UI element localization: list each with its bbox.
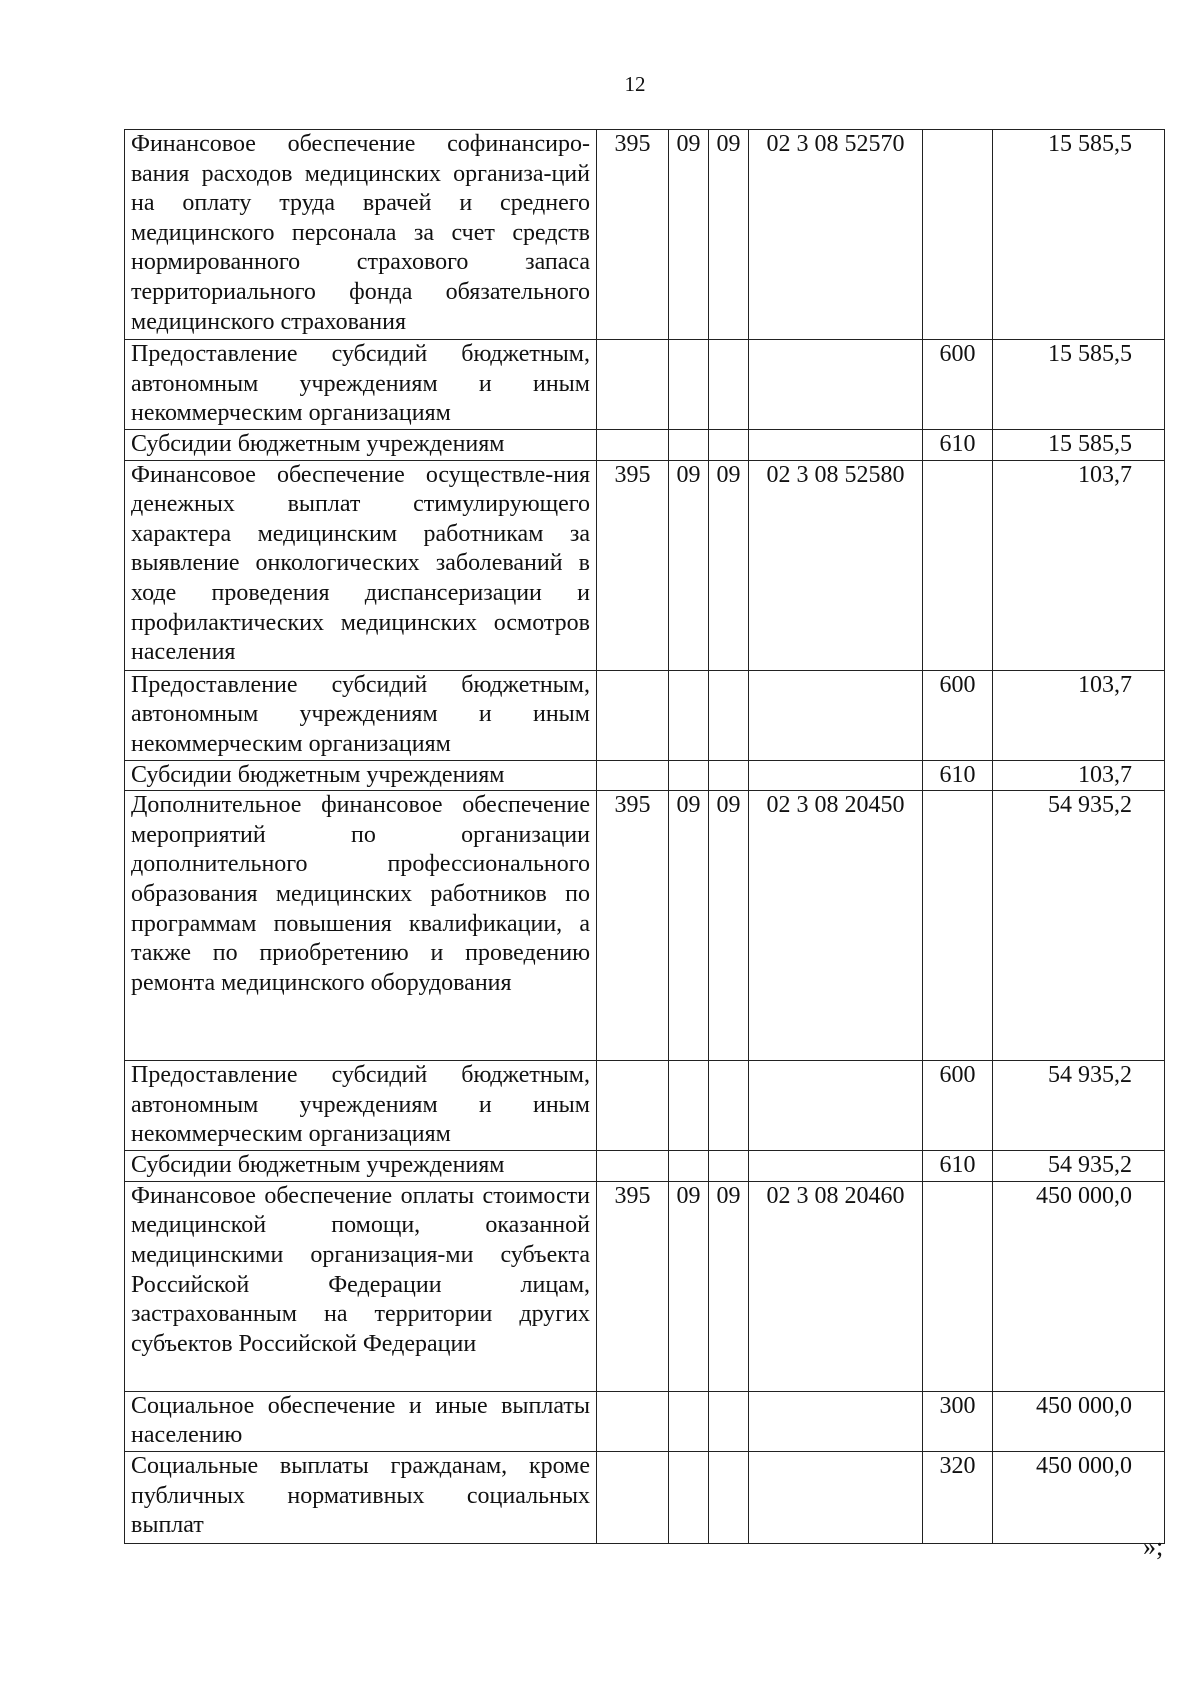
grbs-code-cell: 395: [597, 130, 669, 340]
subsection-code-cell: [709, 1391, 749, 1451]
target-article-cell: [749, 1451, 923, 1543]
amount-cell: 450 000,0: [993, 1181, 1165, 1391]
section-code-cell: 09: [669, 130, 709, 340]
section-code-cell: [669, 670, 709, 760]
subsection-code-cell: [709, 1061, 749, 1151]
row-name-cell: Финансовое обеспечение осуществле-ния денежных выплат стимулирующего характера медицинским работникам за выявление онкологических заболеваний в ходе проведения диспансеризации и профилактических медицинских осмотров населения: [125, 460, 597, 670]
section-code-cell: [669, 1451, 709, 1543]
grbs-code-cell: 395: [597, 791, 669, 1061]
section-code-cell: 09: [669, 460, 709, 670]
target-article-cell: [749, 1061, 923, 1151]
row-name-cell: Субсидии бюджетным учреждениям: [125, 760, 597, 791]
expense-type-cell: [923, 130, 993, 340]
expense-type-cell: 300: [923, 1391, 993, 1451]
subsection-code-cell: [709, 1151, 749, 1182]
target-article-cell: [749, 760, 923, 791]
subsection-code-cell: [709, 760, 749, 791]
target-article-cell: [749, 1391, 923, 1451]
subsection-code-cell: [709, 430, 749, 461]
amount-cell: 54 935,2: [993, 791, 1165, 1061]
grbs-code-cell: 395: [597, 460, 669, 670]
grbs-code-cell: [597, 760, 669, 791]
table-row: [125, 460, 1165, 670]
table-row: [125, 760, 1165, 791]
subsection-code-cell: [709, 1451, 749, 1543]
subsection-code-cell: 09: [709, 791, 749, 1061]
row-name-cell: Социальные выплаты гражданам, кроме публичных нормативных социальных выплат: [125, 1451, 597, 1543]
target-article-cell: 02 3 08 20450: [749, 791, 923, 1061]
subsection-code-cell: 09: [709, 1181, 749, 1391]
expense-type-cell: 320: [923, 1451, 993, 1543]
table-row: [125, 130, 1165, 340]
table-row: [125, 1181, 1165, 1391]
expense-type-cell: 600: [923, 670, 993, 760]
closing-quote-mark: »;: [1143, 1532, 1164, 1561]
amount-cell: 54 935,2: [993, 1151, 1165, 1182]
target-article-cell: [749, 430, 923, 461]
amount-cell: 54 935,2: [993, 1061, 1165, 1151]
expense-type-cell: 610: [923, 1151, 993, 1182]
row-name-cell: Финансовое обеспечение софинансиро-вания расходов медицинских организа-ций на оплату труда врачей и среднего медицинского персонала за счет средств нормированного страхового запаса территориального фонда обязательного медицинского страхования: [125, 130, 597, 340]
section-code-cell: 09: [669, 791, 709, 1061]
target-article-cell: [749, 670, 923, 760]
subsection-code-cell: [709, 340, 749, 430]
amount-cell: 15 585,5: [993, 130, 1165, 340]
amount-cell: 103,7: [993, 760, 1165, 791]
grbs-code-cell: [597, 340, 669, 430]
grbs-code-cell: [597, 670, 669, 760]
row-name-cell: Субсидии бюджетным учреждениям: [125, 1151, 597, 1182]
amount-cell: 15 585,5: [993, 340, 1165, 430]
section-code-cell: [669, 340, 709, 430]
table-row: [125, 340, 1165, 430]
expense-type-cell: 600: [923, 1061, 993, 1151]
amount-cell: 450 000,0: [993, 1451, 1165, 1543]
row-name-cell: Предоставление субсидий бюджетным, автономным учреждениям и иным некоммерческим организациям: [125, 340, 597, 430]
page-number: 12: [624, 72, 646, 96]
table-row: [125, 430, 1165, 461]
target-article-cell: 02 3 08 52580: [749, 460, 923, 670]
row-name-cell: Социальное обеспечение и иные выплаты населению: [125, 1391, 597, 1451]
grbs-code-cell: [597, 430, 669, 461]
subsection-code-cell: 09: [709, 130, 749, 340]
row-name-cell: Предоставление субсидий бюджетным, автономным учреждениям и иным некоммерческим организациям: [125, 1061, 597, 1151]
table-row: [125, 1451, 1165, 1543]
section-code-cell: [669, 1151, 709, 1182]
grbs-code-cell: [597, 1451, 669, 1543]
expense-type-cell: 610: [923, 430, 993, 461]
grbs-code-cell: [597, 1391, 669, 1451]
budget-table: [124, 129, 1165, 1544]
section-code-cell: [669, 760, 709, 791]
expense-type-cell: [923, 791, 993, 1061]
target-article-cell: [749, 340, 923, 430]
amount-cell: 15 585,5: [993, 430, 1165, 461]
section-code-cell: [669, 1061, 709, 1151]
grbs-code-cell: [597, 1061, 669, 1151]
row-name-cell: Дополнительное финансовое обеспечение мероприятий по организации дополнительного профессионального образования медицинских работников по программам повышения квалификации, а также по приобретению и проведению ремонта медицинского оборудования: [125, 791, 597, 1061]
row-name-cell: Субсидии бюджетным учреждениям: [125, 430, 597, 461]
target-article-cell: 02 3 08 52570: [749, 130, 923, 340]
amount-cell: 450 000,0: [993, 1391, 1165, 1451]
target-article-cell: [749, 1151, 923, 1182]
expense-type-cell: 610: [923, 760, 993, 791]
table-row: [125, 670, 1165, 760]
target-article-cell: 02 3 08 20460: [749, 1181, 923, 1391]
table-row: [125, 1151, 1165, 1182]
subsection-code-cell: [709, 670, 749, 760]
subsection-code-cell: 09: [709, 460, 749, 670]
row-name-cell: Финансовое обеспечение оплаты стоимости медицинской помощи, оказанной медицинскими организация-ми субъекта Российской Федерации лицам, застрахованным на территории других субъектов Российской Федерации: [125, 1181, 597, 1391]
grbs-code-cell: 395: [597, 1181, 669, 1391]
amount-cell: 103,7: [993, 670, 1165, 760]
expense-type-cell: 600: [923, 340, 993, 430]
row-name-cell: Предоставление субсидий бюджетным, автономным учреждениям и иным некоммерческим организациям: [125, 670, 597, 760]
section-code-cell: 09: [669, 1181, 709, 1391]
expense-type-cell: [923, 1181, 993, 1391]
section-code-cell: [669, 1391, 709, 1451]
table-row: [125, 1391, 1165, 1451]
section-code-cell: [669, 430, 709, 461]
amount-cell: 103,7: [993, 460, 1165, 670]
grbs-code-cell: [597, 1151, 669, 1182]
table-row: [125, 791, 1165, 1061]
table-row: [125, 1061, 1165, 1151]
expense-type-cell: [923, 460, 993, 670]
